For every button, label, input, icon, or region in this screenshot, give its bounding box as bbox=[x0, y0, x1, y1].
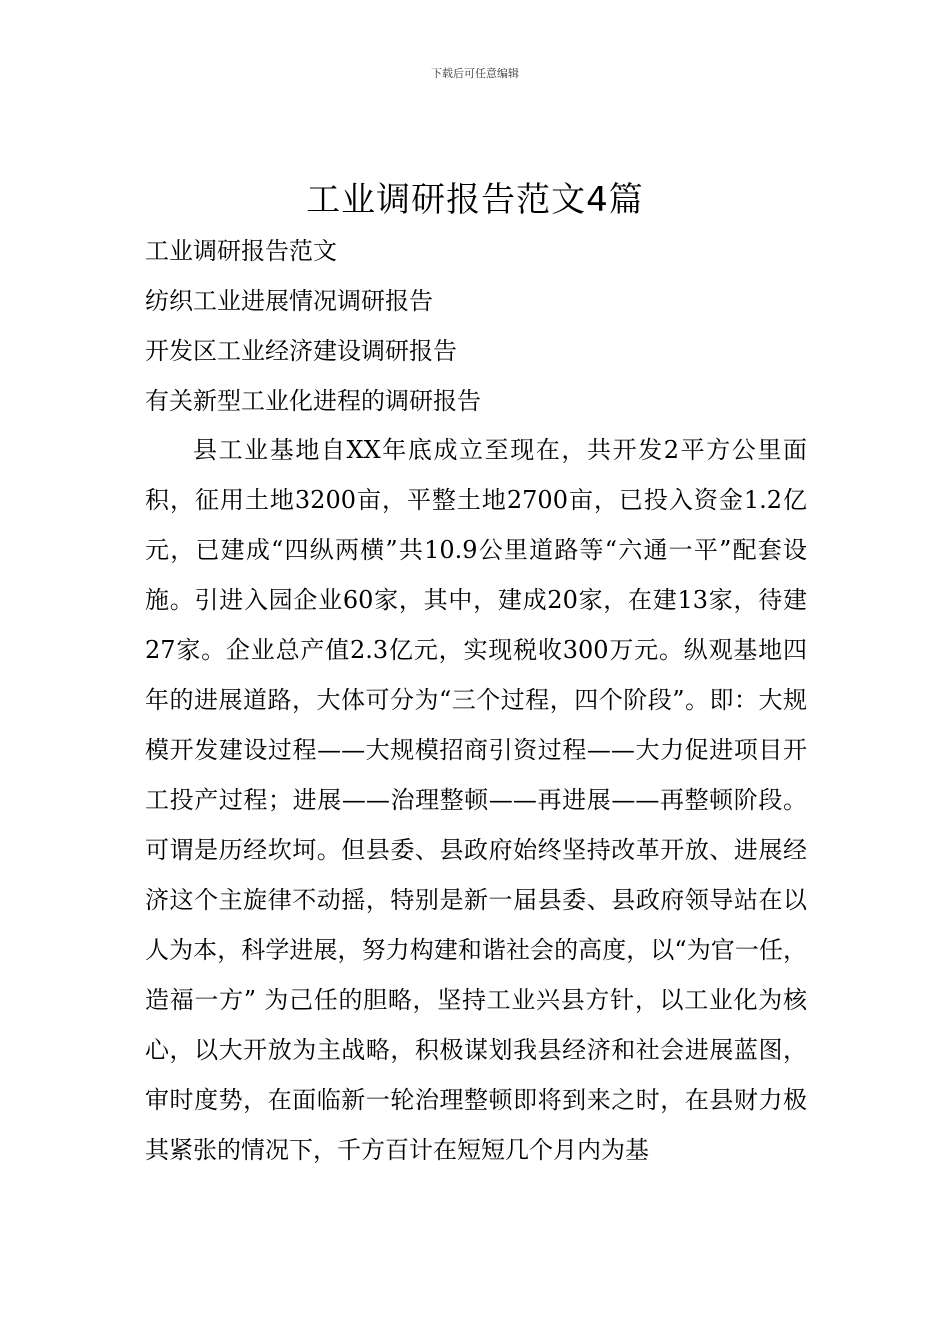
document-title: 工业调研报告范文4篇 bbox=[306, 180, 644, 220]
toc-item: 工业调研报告范文 bbox=[145, 237, 337, 265]
body-paragraph: 县工业基地自XX年底成立至现在，共开发2平方公里面积，征用土地3200亩，平整土地2700亩，已投入资金1.2亿元，已建成“四纵两横”共10.9公里道路等“六通一平”配套设施。引进入园企业60家，其中，建成20家，在建13家，待建27家。企业总产值2.3亿元，实现税收300万元。纵观基地四年的进展道路，大体可分为“三个过程，四个阶段”。即：大规模开发建设过程——大规模招商引资过程——大力促进项目开工投产过程；进展——治理整顿——再进展——再整顿阶段。可谓是历经坎坷。但县委、县政府始终坚持改革开放、进展经济这个主旋律不动摇，特别是新一届县委、县政府领导站在以人为本，科学进展，努力构建和谐社会的高度，以“为官一任，造福一方” 为己任的胆略，坚持工业兴县方针，以工业化为核心，以大开放为主战略，积极谋划我县经济和社会进展蓝图，审时度势，在面临新一轮治理整顿即将到来之时，在县财力极其紧张的情况下，千方百计在短短几个月内为基 bbox=[145, 436, 807, 1164]
table-of-contents bbox=[145, 226, 810, 426]
toc-item: 纺织工业进展情况调研报告 bbox=[145, 287, 433, 315]
toc-item: 有关新型工业化进程的调研报告 bbox=[145, 387, 481, 415]
toc-item: 开发区工业经济建设调研报告 bbox=[145, 337, 457, 365]
header-note: 下载后可任意编辑 bbox=[431, 67, 519, 80]
